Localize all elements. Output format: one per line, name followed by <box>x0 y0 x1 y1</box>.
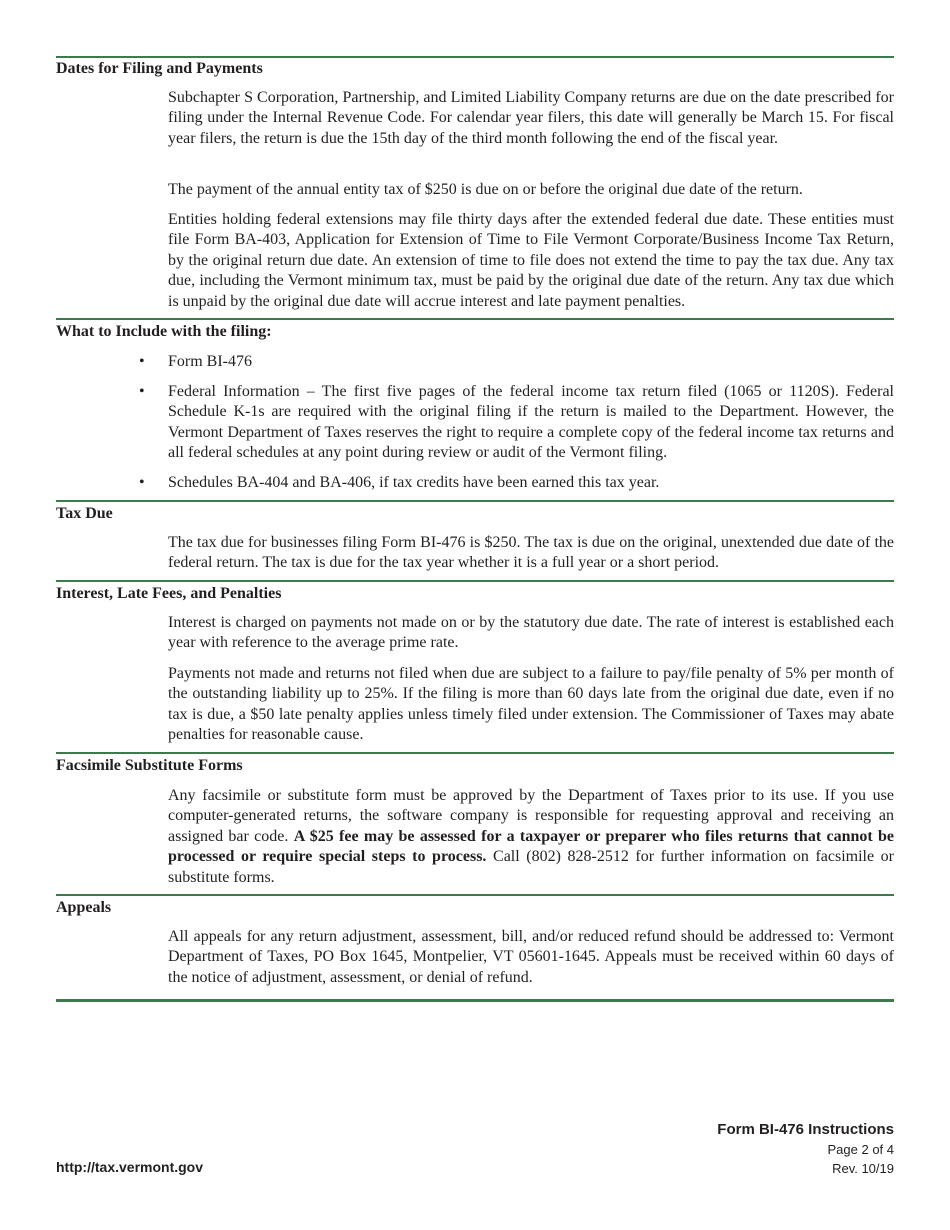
section-divider-bottom <box>56 999 894 1002</box>
facsimile-text-start: Any facsimile or substitute form must be approved by the Department of Taxes prior to its use. If you use computer-generated returns, the software company is responsible for requesting approval and receiving an assigned bar code. <box>168 787 894 845</box>
facsimile-text-end: Call (802) 828-2512 for further information on facsimile or substitute forms. <box>168 848 895 886</box>
dates-paragraph-2: The payment of the annual entity tax of $250 is due on or before the original due date of the return. <box>168 181 803 198</box>
section-heading-interest: Interest, Late Fees, and Penalties <box>56 585 282 602</box>
footer-form-title: Form BI-476 Instructions <box>717 1121 894 1138</box>
section-divider <box>56 894 894 896</box>
bullet-marker: • <box>139 383 145 400</box>
section-heading-dates: Dates for Filing and Payments <box>56 60 263 77</box>
footer-revision: Rev. 10/19 <box>832 1161 894 1176</box>
bullet-marker: • <box>139 353 145 370</box>
section-heading-facsimile: Facsimile Substitute Forms <box>56 757 243 774</box>
include-item-federal-info: Federal Information – The first five pages of the federal income tax return filed (1065 or 1120S). Federal Schedule K-1s are required with the original filing if the return is mailed to the Department. However, the Vermont Department of Taxes reserves the right to require a complete copy of the federal income tax returns and all federal schedules at any point during review or audit of the Vermont filing. <box>168 383 894 462</box>
facsimile-paragraph <box>168 786 894 888</box>
section-heading-appeals: Appeals <box>56 899 112 916</box>
dates-paragraph-3: Entities holding federal extensions may file thirty days after the extended federal due date. These entities must file Form BA-403, Application for Extension of Time to File Vermont Corporate/Business Income Tax Return, by the original return due date. An extension of time to file does not extend the time to pay the tax due. Any tax due, including the Vermont minimum tax, must be paid by the original due date of the return. Any tax due which is unpaid by the original due date will accrue interest and late payment penalties. <box>168 211 894 310</box>
interest-paragraph-2: Payments not made and returns not filed when due are subject to a failure to pay/file penalty of 5% per month of the outstanding liability up to 25%. If the filing is more than 60 days late from the original due date, even if no tax is due, a $50 late penalty applies unless timely filed under extension. The Commissioner of Taxes may abate penalties for reasonable cause. <box>168 665 894 744</box>
tax-due-paragraph: The tax due for businesses filing Form BI-476 is $250. The tax is due on the original, unextended due date of the federal return. The tax is due for the tax year whether it is a full year or a short period. <box>168 534 894 572</box>
footer-page-number: Page 2 of 4 <box>827 1142 894 1157</box>
include-item-form: Form BI-476 <box>168 353 252 370</box>
section-heading-tax-due: Tax Due <box>56 505 113 522</box>
section-divider <box>56 752 894 754</box>
bullet-marker: • <box>139 474 145 491</box>
section-divider <box>56 580 894 582</box>
appeals-paragraph: All appeals for any return adjustment, assessment, bill, and/or reduced refund should be addressed to: Vermont Department of Taxes, PO Box 1645, Montpelier, VT 05601-1645. Appeals must be received within 60 days of the notice of adjustment, assessment, or denial of refund. <box>168 928 894 986</box>
dates-paragraph-1: Subchapter S Corporation, Partnership, and Limited Liability Company returns are due on the date prescribed for filing under the Internal Revenue Code. For calendar year filers, this date will generally be March 15. For fiscal year filers, the return is due the 15th day of the third month following the end of the fiscal year. <box>168 89 894 147</box>
facsimile-fee-notice: A $25 fee may be assessed for a taxpayer or preparer who files returns that cannot be processed or require special steps to process. <box>168 827 895 866</box>
include-item-schedules: Schedules BA-404 and BA-406, if tax credits have been earned this tax year. <box>168 474 660 491</box>
section-divider <box>56 318 894 320</box>
interest-paragraph-1: Interest is charged on payments not made on or by the statutory due date. The rate of interest is established each year with reference to the average prime rate. <box>168 614 894 652</box>
footer-url[interactable]: http://tax.vermont.gov <box>56 1159 204 1175</box>
section-divider <box>56 500 894 502</box>
section-heading-include: What to Include with the filing: <box>56 323 272 340</box>
section-divider <box>56 56 894 58</box>
